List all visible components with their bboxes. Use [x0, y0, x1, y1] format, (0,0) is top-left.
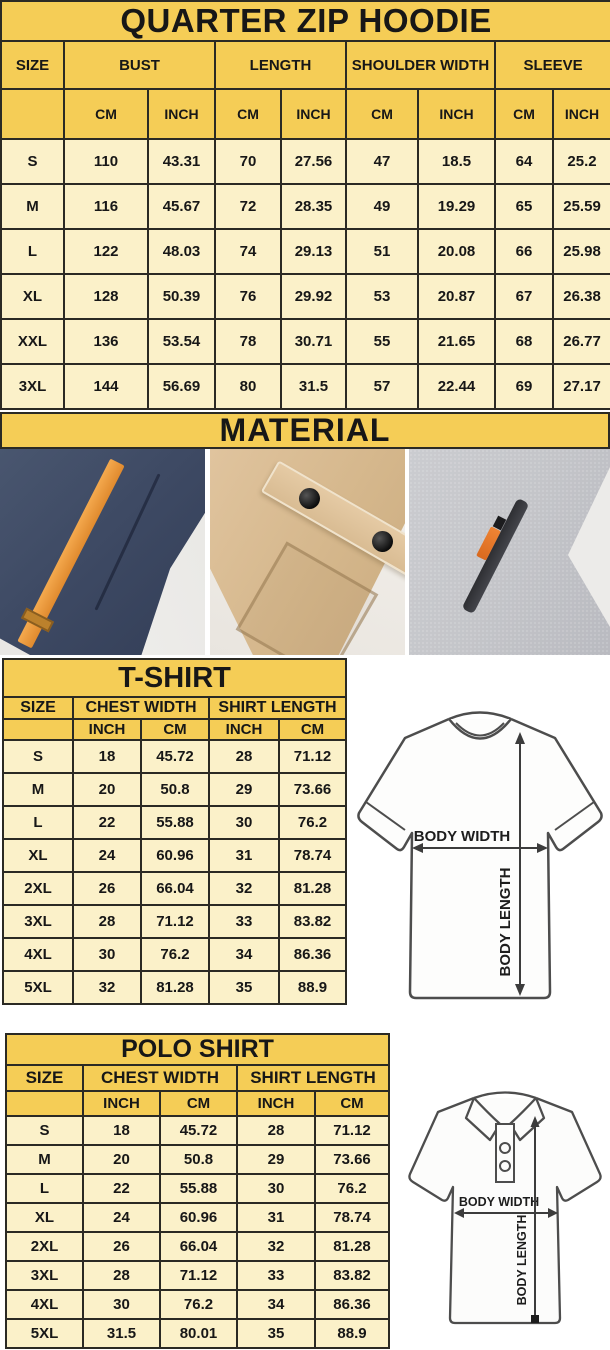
value-cell: 76.2: [160, 1290, 237, 1319]
size-cell: XL: [1, 274, 64, 319]
value-cell: 20.87: [418, 274, 495, 319]
fabric-photo-khaki-pocket: [210, 449, 405, 655]
snap-button: [299, 488, 320, 509]
polo-table-row: [6, 1116, 389, 1145]
value-cell: 51: [346, 229, 418, 274]
body-width-label: BODY WIDTH: [413, 828, 511, 845]
hoodie-size-chart: [0, 0, 610, 410]
unit-header: INCH: [418, 89, 495, 139]
value-cell: 48.03: [148, 229, 215, 274]
value-cell: 76.2: [279, 806, 346, 839]
polo-table-row: [6, 1145, 389, 1174]
hoodie-table-row: [1, 184, 610, 229]
value-cell: 66: [495, 229, 553, 274]
unit-header: CM: [141, 719, 209, 740]
value-cell: 60.96: [160, 1203, 237, 1232]
size-cell: S: [3, 740, 73, 773]
value-cell: 80: [215, 364, 281, 409]
snap-button: [372, 531, 393, 552]
value-cell: 45.72: [141, 740, 209, 773]
unit-header: INCH: [209, 719, 279, 740]
value-cell: 20: [73, 773, 141, 806]
value-cell: 78.74: [315, 1203, 389, 1232]
value-cell: 27.56: [281, 139, 346, 184]
tshirt-table-row: [3, 773, 346, 806]
value-cell: 26: [73, 872, 141, 905]
value-cell: 65: [495, 184, 553, 229]
value-cell: 24: [73, 839, 141, 872]
value-cell: 73.66: [279, 773, 346, 806]
value-cell: 49: [346, 184, 418, 229]
value-cell: 30: [209, 806, 279, 839]
size-cell: L: [6, 1174, 83, 1203]
polo-button: [500, 1143, 510, 1153]
size-cell: 4XL: [6, 1290, 83, 1319]
value-cell: 31.5: [281, 364, 346, 409]
value-cell: 71.12: [160, 1261, 237, 1290]
value-cell: 80.01: [160, 1319, 237, 1348]
value-cell: 64: [495, 139, 553, 184]
unit-header: CM: [160, 1091, 237, 1116]
value-cell: 26.77: [553, 319, 610, 364]
value-cell: 81.28: [141, 971, 209, 1004]
value-cell: 53.54: [148, 319, 215, 364]
unit-header: INCH: [553, 89, 610, 139]
size-cell: XL: [3, 839, 73, 872]
value-cell: 29: [209, 773, 279, 806]
tshirt-table-row: [3, 872, 346, 905]
value-cell: 83.82: [315, 1261, 389, 1290]
polo-table-row: [6, 1261, 389, 1290]
size-cell: S: [6, 1116, 83, 1145]
size-cell: 4XL: [3, 938, 73, 971]
value-cell: 25.59: [553, 184, 610, 229]
length-header: LENGTH: [215, 41, 346, 89]
size-cell: M: [6, 1145, 83, 1174]
polo-table-row: [6, 1203, 389, 1232]
size-cell: M: [1, 184, 64, 229]
unit-header: INCH: [73, 719, 141, 740]
value-cell: 74: [215, 229, 281, 274]
collar-top-arc: [474, 1093, 536, 1099]
size-header: SIZE: [6, 1065, 83, 1091]
polo-button: [500, 1161, 510, 1171]
value-cell: 20.08: [418, 229, 495, 274]
value-cell: 67: [495, 274, 553, 319]
unit-header: INCH: [237, 1091, 315, 1116]
hoodie-table-row: [1, 139, 610, 184]
value-cell: 33: [209, 905, 279, 938]
tshirt-measurement-diagram: [350, 698, 610, 1020]
value-cell: 28: [237, 1116, 315, 1145]
empty-cell: [3, 719, 73, 740]
value-cell: 25.98: [553, 229, 610, 274]
size-cell: 5XL: [3, 971, 73, 1004]
size-header: SIZE: [3, 697, 73, 719]
bust-header: BUST: [64, 41, 215, 89]
shirt-length-header: SHIRT LENGTH: [209, 697, 346, 719]
value-cell: 144: [64, 364, 148, 409]
value-cell: 116: [64, 184, 148, 229]
size-cell: XXL: [1, 319, 64, 364]
size-cell: 3XL: [3, 905, 73, 938]
fabric-photo-gray-zipper: [409, 449, 610, 655]
unit-header: CM: [315, 1091, 389, 1116]
value-cell: 57: [346, 364, 418, 409]
empty-cell: [1, 89, 64, 139]
value-cell: 32: [73, 971, 141, 1004]
sleeve-header: SLEEVE: [495, 41, 610, 89]
value-cell: 55: [346, 319, 418, 364]
value-cell: 122: [64, 229, 148, 274]
value-cell: 22: [83, 1174, 160, 1203]
tshirt-chart-title: T-SHIRT: [3, 659, 346, 697]
fabric-photo-navy-drawstring: [0, 449, 205, 655]
value-cell: 34: [237, 1290, 315, 1319]
material-section-title: MATERIAL: [0, 412, 610, 449]
polo-measurement-diagram: [398, 1062, 610, 1348]
value-cell: 31: [237, 1203, 315, 1232]
unit-header: INCH: [83, 1091, 160, 1116]
value-cell: 81.28: [279, 872, 346, 905]
value-cell: 43.31: [148, 139, 215, 184]
value-cell: 32: [237, 1232, 315, 1261]
value-cell: 88.9: [279, 971, 346, 1004]
body-length-label: BODY LENGTH: [515, 1214, 529, 1306]
value-cell: 47: [346, 139, 418, 184]
value-cell: 30: [83, 1290, 160, 1319]
value-cell: 50.8: [141, 773, 209, 806]
value-cell: 29.13: [281, 229, 346, 274]
value-cell: 29.92: [281, 274, 346, 319]
value-cell: 18: [83, 1116, 160, 1145]
value-cell: 70: [215, 139, 281, 184]
polo-table-row: [6, 1319, 389, 1348]
value-cell: 28: [209, 740, 279, 773]
hoodie-table-row: [1, 364, 610, 409]
empty-cell: [6, 1091, 83, 1116]
value-cell: 66.04: [160, 1232, 237, 1261]
size-cell: 2XL: [3, 872, 73, 905]
unit-header: INCH: [281, 89, 346, 139]
unit-header: CM: [279, 719, 346, 740]
size-cell: 2XL: [6, 1232, 83, 1261]
tshirt-table-row: [3, 905, 346, 938]
size-header: SIZE: [1, 41, 64, 89]
value-cell: 72: [215, 184, 281, 229]
value-cell: 55.88: [160, 1174, 237, 1203]
value-cell: 22: [73, 806, 141, 839]
size-cell: S: [1, 139, 64, 184]
value-cell: 30: [237, 1174, 315, 1203]
value-cell: 71.12: [279, 740, 346, 773]
polo-table-row: [6, 1290, 389, 1319]
value-cell: 76.2: [315, 1174, 389, 1203]
value-cell: 136: [64, 319, 148, 364]
value-cell: 28: [73, 905, 141, 938]
value-cell: 20: [83, 1145, 160, 1174]
value-cell: 29: [237, 1145, 315, 1174]
size-cell: XL: [6, 1203, 83, 1232]
polo-size-chart: [5, 1033, 390, 1349]
size-cell: 3XL: [6, 1261, 83, 1290]
value-cell: 32: [209, 872, 279, 905]
size-cell: 3XL: [1, 364, 64, 409]
value-cell: 19.29: [418, 184, 495, 229]
value-cell: 45.67: [148, 184, 215, 229]
value-cell: 28: [83, 1261, 160, 1290]
value-cell: 73.66: [315, 1145, 389, 1174]
tshirt-table-row: [3, 938, 346, 971]
tshirt-table-row: [3, 971, 346, 1004]
hoodie-table-row: [1, 319, 610, 364]
size-cell: 5XL: [6, 1319, 83, 1348]
value-cell: 26: [83, 1232, 160, 1261]
value-cell: 24: [83, 1203, 160, 1232]
value-cell: 68: [495, 319, 553, 364]
chest-width-header: CHEST WIDTH: [83, 1065, 237, 1091]
hoodie-table-row: [1, 274, 610, 319]
tshirt-table-row: [3, 740, 346, 773]
tshirt-outline: [358, 719, 601, 998]
value-cell: 28.35: [281, 184, 346, 229]
body-width-label: BODY WIDTH: [458, 1195, 540, 1209]
unit-header: CM: [215, 89, 281, 139]
value-cell: 128: [64, 274, 148, 319]
value-cell: 53: [346, 274, 418, 319]
value-cell: 78.74: [279, 839, 346, 872]
shirt-length-header: SHIRT LENGTH: [237, 1065, 389, 1091]
value-cell: 88.9: [315, 1319, 389, 1348]
value-cell: 83.82: [279, 905, 346, 938]
value-cell: 31.5: [83, 1319, 160, 1348]
value-cell: 30.71: [281, 319, 346, 364]
value-cell: 60.96: [141, 839, 209, 872]
value-cell: 18.5: [418, 139, 495, 184]
unit-header: CM: [346, 89, 418, 139]
value-cell: 71.12: [141, 905, 209, 938]
chest-width-header: CHEST WIDTH: [73, 697, 209, 719]
value-cell: 18: [73, 740, 141, 773]
value-cell: 34: [209, 938, 279, 971]
value-cell: 110: [64, 139, 148, 184]
value-cell: 31: [209, 839, 279, 872]
tshirt-size-chart: [2, 658, 347, 1005]
size-cell: L: [3, 806, 73, 839]
value-cell: 35: [237, 1319, 315, 1348]
polo-chart-title: POLO SHIRT: [6, 1034, 389, 1065]
value-cell: 69: [495, 364, 553, 409]
value-cell: 30: [73, 938, 141, 971]
value-cell: 78: [215, 319, 281, 364]
value-cell: 55.88: [141, 806, 209, 839]
value-cell: 86.36: [279, 938, 346, 971]
value-cell: 71.12: [315, 1116, 389, 1145]
polo-table-row: [6, 1174, 389, 1203]
value-cell: 35: [209, 971, 279, 1004]
value-cell: 26.38: [553, 274, 610, 319]
unit-header: INCH: [148, 89, 215, 139]
value-cell: 66.04: [141, 872, 209, 905]
size-cell: M: [3, 773, 73, 806]
collar-outer-arc: [449, 713, 511, 720]
value-cell: 21.65: [418, 319, 495, 364]
hoodie-chart-title: QUARTER ZIP HOODIE: [1, 1, 610, 41]
value-cell: 50.8: [160, 1145, 237, 1174]
shoulder-width-header: SHOULDER WIDTH: [346, 41, 495, 89]
body-length-label: BODY LENGTH: [497, 867, 514, 977]
value-cell: 27.17: [553, 364, 610, 409]
material-photo-strip: [0, 449, 610, 655]
unit-header: CM: [495, 89, 553, 139]
value-cell: 45.72: [160, 1116, 237, 1145]
value-cell: 50.39: [148, 274, 215, 319]
polo-table-row: [6, 1232, 389, 1261]
tshirt-table-row: [3, 806, 346, 839]
value-cell: 76.2: [141, 938, 209, 971]
value-cell: 56.69: [148, 364, 215, 409]
unit-header: CM: [64, 89, 148, 139]
hoodie-table-row: [1, 229, 610, 274]
value-cell: 86.36: [315, 1290, 389, 1319]
value-cell: 76: [215, 274, 281, 319]
tshirt-table-row: [3, 839, 346, 872]
value-cell: 22.44: [418, 364, 495, 409]
size-cell: L: [1, 229, 64, 274]
value-cell: 81.28: [315, 1232, 389, 1261]
value-cell: 33: [237, 1261, 315, 1290]
value-cell: 25.2: [553, 139, 610, 184]
